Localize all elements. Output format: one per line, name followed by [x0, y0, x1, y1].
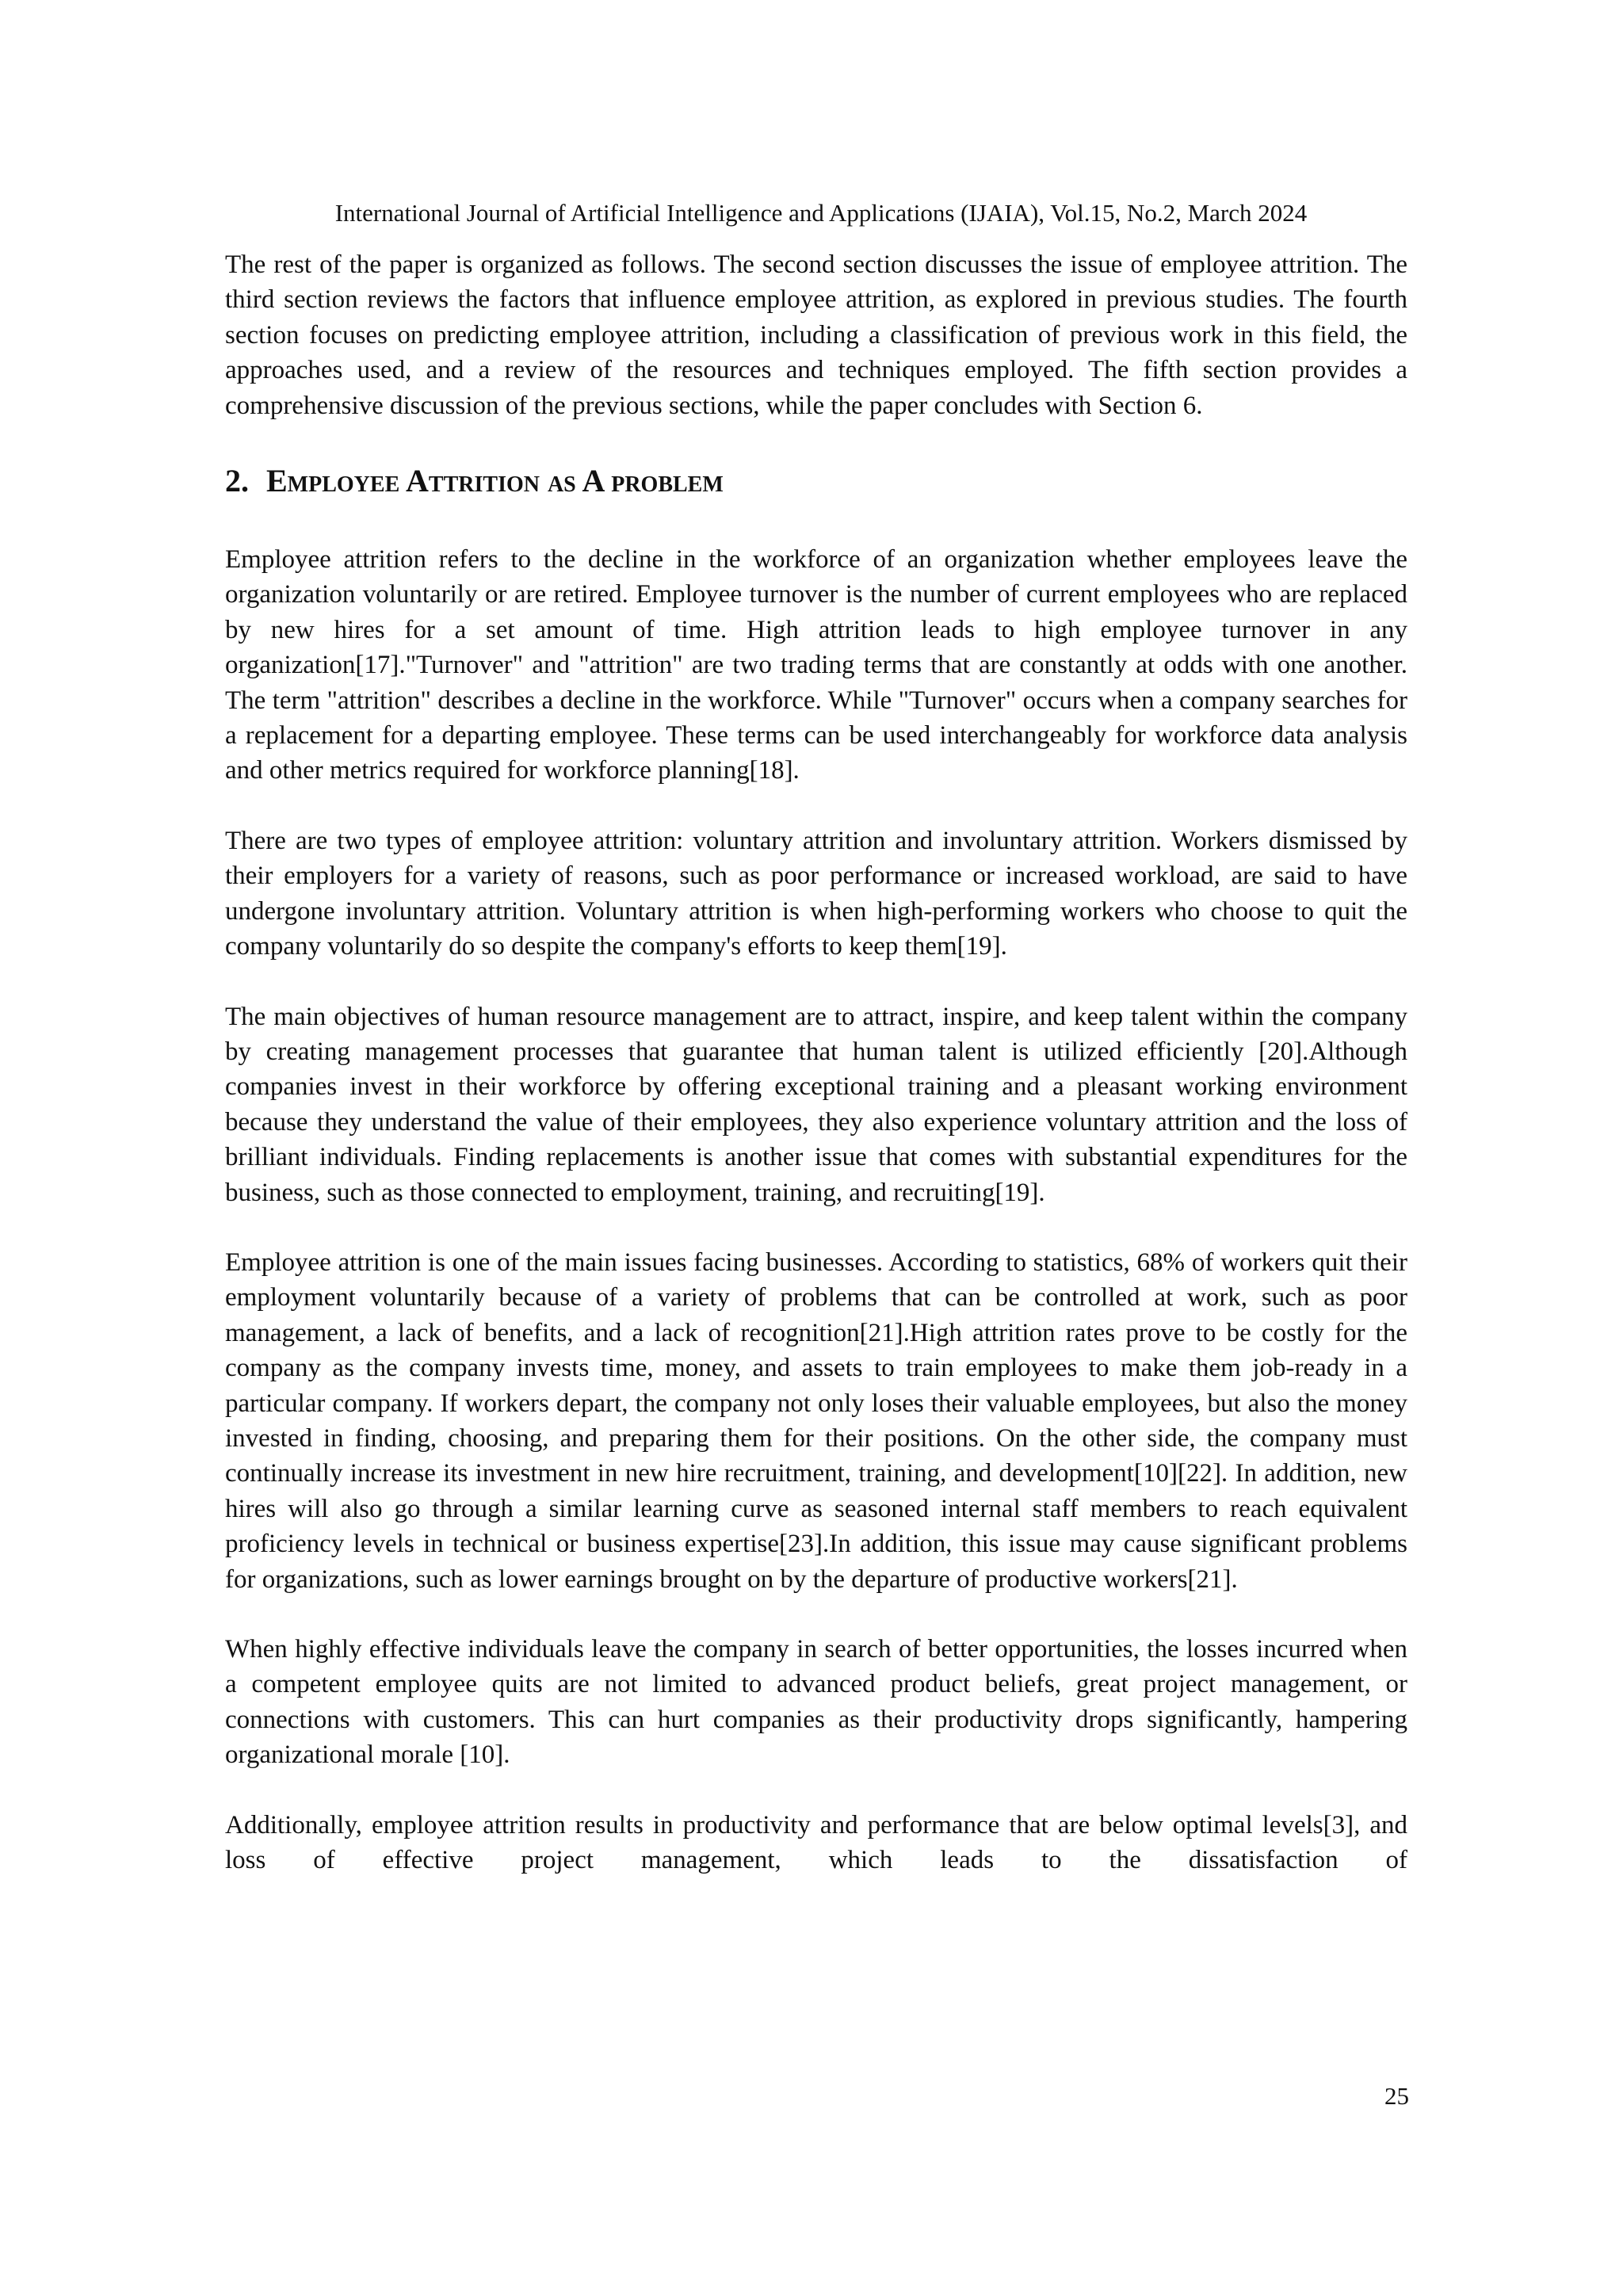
body-paragraph: Additionally, employee attrition results in productivity and performance that are below optimal levels[3], and loss of effective project management, which leads to the dissatisfaction of — [225, 1810, 1407, 1875]
intro-paragraph: The rest of the paper is organized as follows. The second section discusses the issue of employee attrition. The third section reviews the factors that influence employee attrition, as explored in previous studies. The fourth section focuses on predicting employee attrition, including a classification of previous work in this field, the approaches used, and a review of the resources and techniques employed. The fifth section provides a comprehensive discussion of the previous sections, while the paper concludes with Section 6. — [225, 250, 1407, 420]
section-number: 2. — [225, 463, 249, 499]
body-paragraph: Employee attrition is one of the main issues facing businesses. According to statistics, 68% of workers quit their employment voluntarily because of a variety of problems that can be controlled at work, such as poor management, a lack of benefits, and a lack of recognition[21].High attrition rates prove to be costly for the company as the company invests time, money, and assets to train employees to make them job-ready in a particular company. If workers depart, the company not only loses their valuable employees, but also the money invested in finding, choosing, and preparing them for their positions. On the other side, the company must continually increase its investment in new hire recruitment, training, and development[10][22]. In addition, new hires will also go through a similar learning curve as seasoned internal staff members to reach equivalent proficiency levels in technical or business expertise[23].In addition, this issue may cause significant problems for organizations, such as lower earnings brought on by the departure of productive workers[21]. — [225, 1247, 1407, 1594]
body-paragraph: There are two types of employee attrition: voluntary attrition and involuntary attrition. Workers dismissed by their employers for a variety of reasons, such as poor performance or increased workload, are said to have undergone involuntary attrition. Voluntary attrition is when high-performing workers who choose to quit the company voluntarily do so despite the company's efforts to keep them[19]. — [225, 826, 1407, 961]
body-paragraph: The main objectives of human resource management are to attract, inspire, and keep talent within the company by creating management processes that guarantee that human talent is utilized efficiently [20].Although companies invest in their workforce by offering exceptional training and a pleasant working environment because they understand the value of their employees, they also experience voluntary attrition and the loss of brilliant individuals. Finding replacements is another issue that comes with substantial expenditures for the business, such as those connected to employment, training, and recruiting[19]. — [225, 1002, 1407, 1207]
page-number: 25 — [1384, 2082, 1409, 2110]
page-body — [225, 247, 1407, 1878]
body-paragraph: When highly effective individuals leave the company in search of better opportunities, the losses incurred when a competent employee quits are not limited to advanced product beliefs, great project management, or connections with customers. This can hurt companies as their productivity drops significantly, hampering organizational morale [10]. — [225, 1635, 1407, 1770]
body-paragraph: Employee attrition refers to the decline in the workforce of an organization whether employees leave the organization voluntarily or are retired. Employee turnover is the number of current employees who are replaced by new hires for a set amount of time. High attrition leads to high employee turnover in any organization[17]."Turnover" and "attrition" are two trading terms that are constantly at odds with one another. The term "attrition" describes a decline in the workforce. While "Turnover" occurs when a company searches for a replacement for a departing employee. These terms can be used interchangeably for workforce data analysis and other metrics required for workforce planning[18]. — [225, 545, 1407, 785]
section-title: Employee Attrition as A problem — [266, 463, 724, 499]
section-heading — [225, 461, 1407, 501]
running-header: International Journal of Artificial Intelligence and Applications (IJAIA), Vol.15, No.2, March 2024 — [334, 199, 1308, 227]
